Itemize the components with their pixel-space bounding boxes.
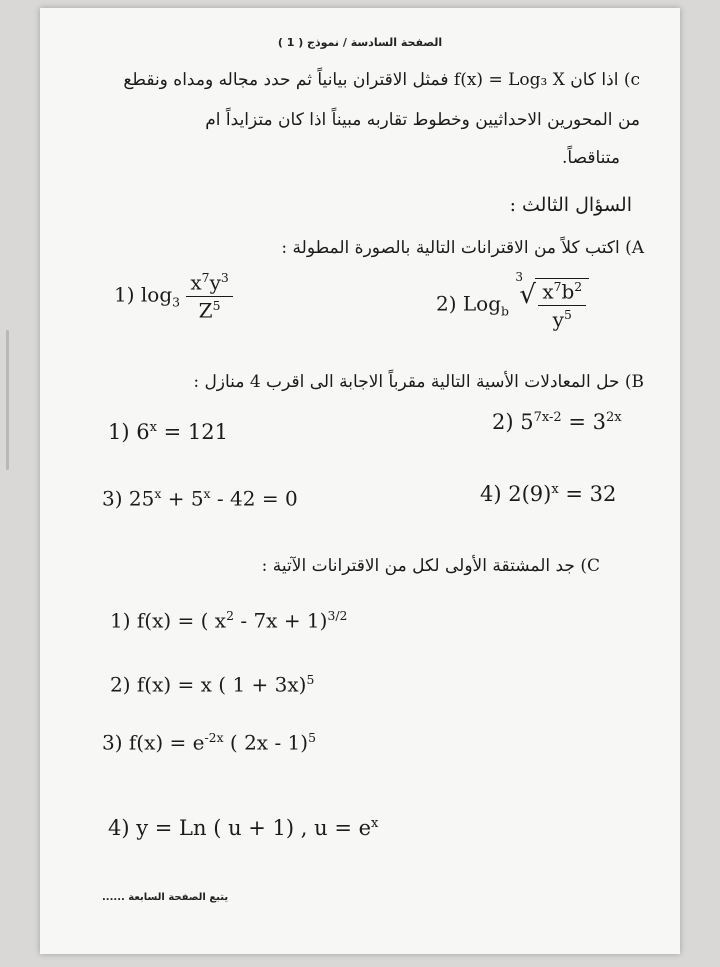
fraction-numerator: $x^7b^2$ [538, 279, 586, 306]
fraction-numerator: $x^7y^3$ [186, 270, 232, 297]
part-b-heading: B) حل المعادلات الأسية التالية مقرباً الاجابة الى اقرب 4 منازل : [193, 372, 644, 392]
question-3-title: السؤال الثالث : [509, 194, 632, 216]
part-c-item-2: 2) f(x) = x ( 1 + 3x)$^5$ [110, 672, 315, 697]
part-c-heading: C) جد المشتقة الأولى لكل من الاقترانات الآتية : [261, 556, 600, 576]
scrollbar-track[interactable] [6, 330, 9, 470]
log-word: log [140, 282, 173, 307]
part-c-item-4: 4) y = Ln ( u + 1) , $u = e^x$ [108, 816, 379, 840]
prev-part-c-line-3: متناقصاً. [562, 148, 620, 168]
fraction-denominator: $y^5$ [552, 306, 572, 332]
part-b-item-2: 2) $5^{7x-2} = 3^{2x}$ [492, 410, 622, 434]
part-c-item-3: 3) $f(x) = e^{-2x}$ ( 2x - 1)$^5$ [102, 730, 316, 755]
part-a-item-2 [436, 270, 589, 332]
cube-root: 3 √ $\frac{x^7b^2}{y^5}$ [515, 278, 589, 331]
part-b-item-4: 4) $2(9)^x = 32$ [480, 482, 617, 506]
item-label: 2) [436, 291, 457, 316]
log-base: 3 [172, 294, 181, 310]
prev-part-c-line-1: c) اذا كان f(x) = Log₃ X فمثل الاقتران بيانياً ثم حدد مجاله ومداه ونقطع [123, 70, 640, 90]
fraction [186, 270, 232, 322]
part-c-item-1: 1) f(x) = ( $x^2 - 7x + 1)^{3/2}$ [110, 608, 348, 633]
item-label: 1) [114, 282, 135, 307]
footer-continue-note: يتبع الصفحة السابعة ...... [102, 892, 229, 903]
fraction [538, 279, 586, 331]
exam-sheet [40, 8, 680, 954]
part-b-item-3: 3) $25^x + 5^x - 42 = 0$ [102, 486, 298, 511]
part-a-item-1 [114, 270, 233, 322]
fraction-denominator: $Z^5$ [198, 297, 221, 323]
log-word: Log [462, 291, 502, 316]
part-b-item-1: 1) $6^x = 121$ [108, 420, 228, 444]
part-a-heading: A) اكتب كلاً من الاقترانات التالية بالصورة المطولة : [281, 238, 644, 258]
log-base: b [501, 303, 509, 319]
prev-part-c-line-2: من المحورين الاحداثيين وخطوط تقاربه مبيناً اذا كان متزايداً ام [205, 110, 640, 130]
page-header-title: الصفحة السادسة / نموذج ( 1 ) [277, 36, 443, 49]
